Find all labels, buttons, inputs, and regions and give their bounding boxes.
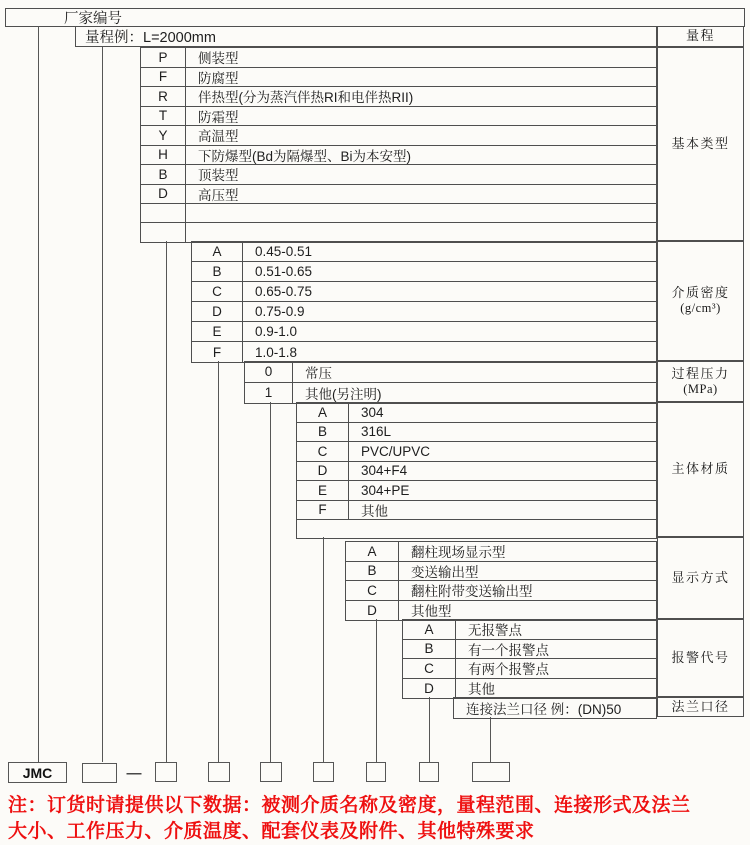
range-example-cell [75,26,657,47]
connector-line [270,402,271,762]
model-range-box [82,763,117,783]
desc-cell: 下防爆型(Bd为隔爆型、Bi为本安型) [198,148,412,164]
code-cell: D [346,601,399,621]
desc-cell: 防腐型 [198,70,239,86]
side-label-text: 法兰口径 [671,698,730,714]
table-row [245,362,656,383]
order-note-line-2: 大小、工作压力、介质温度、配套仪表及附件、其他特殊要求 [8,820,535,842]
desc-cell-empty [186,223,656,242]
code-cell: B [346,562,399,581]
code-cell: D [141,185,186,204]
code-cell: R [141,87,186,106]
desc-cell: 0.45-0.51 [255,244,313,259]
side-label-process-pressure [657,361,744,402]
desc-cell: 其他型 [411,604,452,620]
model-prefix-box [8,762,67,783]
table-row [192,282,656,302]
desc-cell-empty [297,520,656,538]
desc-cell: 其他 [361,503,388,519]
side-label-medium-density [657,241,744,361]
code-cell: E [192,322,243,341]
desc-cell: 0.75-0.9 [255,304,305,319]
desc-cell: 304+F4 [361,463,408,479]
code-cell-empty [141,223,186,242]
model-code-box [472,762,510,782]
code-cell: C [297,442,349,461]
desc-cell: 其他(另注明) [305,386,382,402]
side-label-text: 过程压力 [671,365,730,381]
desc-cell: 304+PE [361,482,410,498]
section-display-mode [345,541,657,621]
code-cell: F [141,68,186,87]
empty-row [141,204,656,223]
table-row [141,165,656,185]
desc-cell: 顶装型 [198,168,239,184]
table-row [346,542,656,562]
table-row [297,462,656,482]
desc-cell-empty [186,204,656,222]
table-row [141,126,656,146]
manufacturer-number-label: 厂家编号 [64,11,122,27]
side-label-subtext: (MPa) [683,381,718,396]
code-cell: F [192,342,243,362]
manufacturer-number-cell [5,8,745,27]
desc-cell: 有一个报警点 [468,642,549,658]
side-label-body-material [657,402,744,537]
table-row [192,322,656,342]
code-cell: D [297,462,349,481]
section-process-pressure [244,361,657,404]
connector-line [38,26,39,762]
desc-cell: 高压型 [198,187,239,203]
code-cell: D [403,679,456,699]
table-row [192,302,656,322]
model-code-box [419,762,439,782]
desc-cell: 0.65-0.75 [255,284,313,299]
desc-cell: 高温型 [198,129,239,145]
table-row [297,501,656,521]
connector-line [218,361,219,762]
side-label-alarm-code [657,619,744,697]
table-row [403,679,656,699]
table-row [141,48,656,68]
desc-cell: 无报警点 [468,623,522,639]
code-cell: C [346,581,399,600]
code-cell: Y [141,126,186,145]
side-label-text: 介质密度 [671,285,730,301]
code-cell: 1 [245,383,293,404]
connector-line [166,241,167,762]
table-row [141,87,656,107]
table-row [141,146,656,166]
desc-cell: 有两个报警点 [468,662,549,678]
desc-cell: 316L [361,424,392,440]
model-dash [118,763,150,783]
desc-cell: 常压 [305,365,332,381]
desc-cell: 翻柱附带变送输出型 [411,584,533,600]
code-cell: A [297,403,349,422]
model-prefix-text: JMC [22,764,53,781]
table-row [141,68,656,88]
code-cell: C [192,282,243,301]
code-cell-empty [141,204,186,222]
model-code-box [260,762,282,782]
desc-cell: 304 [361,404,384,420]
model-dash-text: — [126,764,142,782]
section-basic-type [140,47,657,243]
code-cell: E [297,481,349,500]
table-row [141,185,656,205]
order-note-line-1: 注：订货时请提供以下数据：被测介质名称及密度，量程范围、连接形式及法兰 [8,795,691,816]
desc-cell: 连接法兰口径 例：(DN)50 [466,702,622,717]
section-alarm-code [402,619,657,699]
side-label-text: 显示方式 [671,569,730,585]
table-row [192,242,656,262]
connector-line [323,537,324,762]
table-row [297,423,656,443]
model-code-box [313,762,334,782]
side-label-range-text: 量程 [685,28,715,44]
code-cell: B [192,262,243,281]
connector-line [102,47,103,762]
desc-cell: 伴热型(分为蒸汽伴热RI和电伴热RII) [198,90,414,106]
desc-cell: 1.0-1.8 [255,344,298,360]
model-code-box [208,762,230,782]
connector-line [490,717,491,762]
desc-cell: 其他 [468,682,495,698]
empty-row [297,520,656,538]
table-row [454,698,656,718]
desc-cell: 0.9-1.0 [255,324,298,339]
code-cell: B [141,165,186,184]
side-label-display-mode [657,537,744,619]
side-label-range [657,26,744,47]
code-cell: A [192,242,243,261]
table-row [297,442,656,462]
desc-cell: 侧装型 [198,51,239,67]
code-cell: 0 [245,362,293,382]
table-row [403,659,656,679]
code-cell: B [297,423,349,442]
section-flange-size [453,697,657,719]
model-code-box [155,762,177,782]
section-medium-density [191,241,657,363]
code-cell: A [346,542,399,561]
side-label-text: 基本类型 [671,135,730,151]
range-example-text: 量程例：L=2000mm [85,30,216,46]
empty-row [141,223,656,242]
code-cell: D [192,302,243,321]
side-label-text: 报警代号 [671,649,730,665]
side-label-text: 主体材质 [671,461,730,477]
table-row [297,481,656,501]
code-cell: H [141,146,186,165]
code-cell: B [403,640,456,659]
desc-cell: 翻柱现场显示型 [411,545,506,561]
connector-line [429,697,430,762]
desc-cell: 变送输出型 [411,564,479,580]
code-cell: F [297,501,349,520]
table-row [403,640,656,660]
side-label-flange-size [657,697,744,717]
table-row [245,383,656,404]
table-row [346,562,656,582]
code-cell: C [403,659,456,678]
table-row [403,620,656,640]
desc-cell: PVC/UPVC [361,443,431,459]
model-code-box [366,762,386,782]
side-label-subtext: (g/cm³) [680,301,721,316]
table-row [346,601,656,621]
table-row [346,581,656,601]
code-cell: T [141,107,186,126]
table-row [192,342,656,362]
order-note [8,793,745,844]
desc-cell: 0.51-0.65 [255,264,313,279]
side-label-basic-type [657,47,744,241]
table-row [141,107,656,127]
code-cell: P [141,48,186,67]
code-cell: A [403,620,456,639]
section-body-material [296,402,657,539]
connector-line [376,619,377,762]
table-row [192,262,656,282]
table-row [297,403,656,423]
desc-cell: 防霜型 [198,109,239,125]
